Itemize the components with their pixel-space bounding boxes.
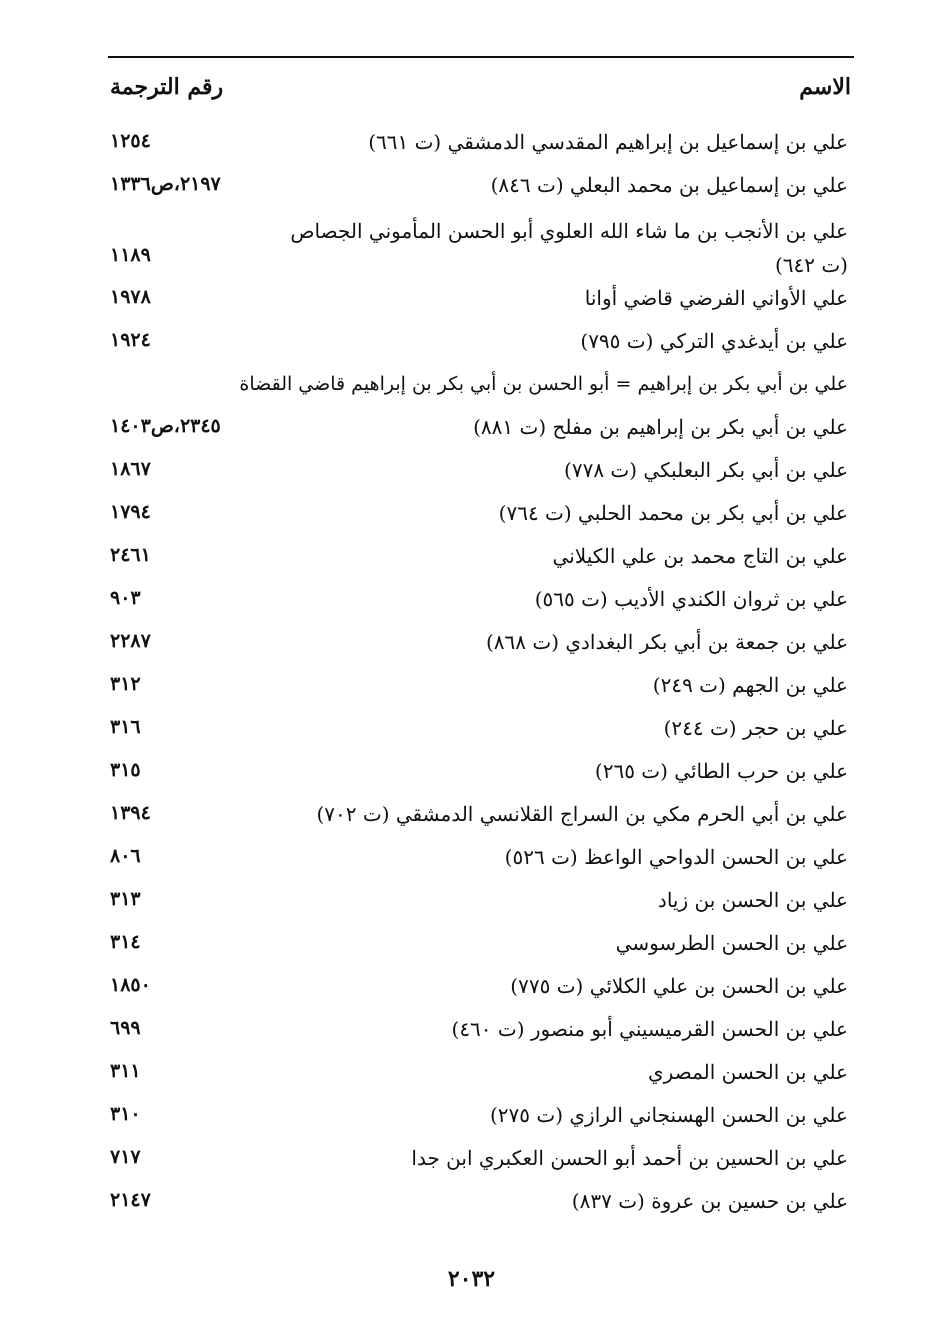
entry-name: علي بن أبي الحرم مكي بن السراج القلانسي الدمشقي (ت ٧٠٢) <box>316 802 848 826</box>
index-entry <box>108 413 854 456</box>
entry-name: علي الأواني الفرضي قاضي أوانا <box>584 286 848 310</box>
entry-name: علي بن حرب الطائي (ت ٢٦٥) <box>594 759 848 783</box>
entry-number: ٣١١ <box>110 1060 141 1082</box>
entry-name: علي بن الحسن بن زياد <box>657 888 848 912</box>
entry-number: ٣١٢ <box>110 673 141 695</box>
index-entry <box>108 1144 854 1187</box>
index-entry <box>108 1058 854 1101</box>
entry-name: علي بن جمعة بن أبي بكر البغدادي (ت ٨٦٨) <box>485 630 848 654</box>
entry-name: علي بن أبي بكر بن محمد الحلبي (ت ٧٦٤) <box>498 501 848 525</box>
entry-name: علي بن أبي بكر بن إبراهيم = أبو الحسن بن أبي بكر بن إبراهيم قاضي القضاة <box>239 373 848 395</box>
entry-number: ٣١٤ <box>110 931 141 953</box>
entry-number: ١٨٦٧ <box>110 458 151 480</box>
entry-name: علي بن الجهم (ت ٢٤٩) <box>652 673 848 697</box>
entry-number: ١٧٩٤ <box>110 501 151 523</box>
entry-name: علي بن الحسين بن أحمد أبو الحسن العكبري ابن جدا <box>411 1146 848 1170</box>
entry-name: علي بن حسين بن عروة (ت ٨٣٧) <box>571 1189 848 1213</box>
entry-name: علي بن الحسن القرميسيني أبو منصور (ت ٤٦٠) <box>451 1017 848 1041</box>
index-entry <box>108 128 854 171</box>
entry-number: ١٣٩٤ <box>110 802 151 824</box>
index-entry <box>108 585 854 628</box>
index-entry <box>108 972 854 1015</box>
entry-name: علي بن الحسن الدواحي الواعظ (ت ٥٢٦) <box>504 845 848 869</box>
entry-name: علي بن أبي بكر بن إبراهيم بن مفلح (ت ٨٨١) <box>473 415 848 439</box>
index-entry <box>108 171 854 214</box>
entry-number: ٩٠٣ <box>110 587 141 609</box>
index-entry <box>108 370 854 413</box>
entry-number: ١٩٢٤ <box>110 329 151 351</box>
entry-name: علي بن الحسن الهسنجاني الرازي (ت ٢٧٥) <box>489 1103 848 1127</box>
entry-number: ٧١٧ <box>110 1146 141 1168</box>
entry-number: ١١٨٩ <box>110 244 151 266</box>
entry-number: ٦٩٩ <box>110 1017 141 1039</box>
index-entry <box>108 542 854 585</box>
entry-name: علي بن الحسن الطرسوسي <box>615 931 848 955</box>
index-entry <box>108 214 854 284</box>
entry-number: ٢١٤٧ <box>110 1189 151 1211</box>
header-rule <box>108 56 854 58</box>
entry-name: علي بن التاج محمد بن علي الكيلاني <box>552 544 848 568</box>
entry-name: علي بن إسماعيل بن إبراهيم المقدسي الدمشقي (ت ٦٦١) <box>368 130 848 154</box>
index-entry <box>108 843 854 886</box>
index-entry <box>108 886 854 929</box>
index-entry <box>108 671 854 714</box>
index-entry <box>108 714 854 757</box>
entry-name: علي بن أبي بكر البعلبكي (ت ٧٧٨) <box>564 458 848 482</box>
index-entry <box>108 757 854 800</box>
index-entry <box>108 456 854 499</box>
entry-number: ٢١٩٧،ص١٣٣٦ <box>110 173 221 195</box>
page-number: ٢٠٣٢ <box>447 1266 496 1292</box>
entry-number: ٨٠٦ <box>110 845 141 867</box>
index-entry <box>108 800 854 843</box>
entry-number: ٢٢٨٧ <box>110 630 151 652</box>
entry-number: ١٩٧٨ <box>110 286 151 308</box>
index-entry <box>108 628 854 671</box>
entry-number: ١٨٥٠ <box>110 974 151 996</box>
entry-name: علي بن حجر (ت ٢٤٤) <box>663 716 848 740</box>
entry-number: ٣١٥ <box>110 759 141 781</box>
entry-number: ١٢٥٤ <box>110 130 151 152</box>
entry-number: ٢٤٦١ <box>110 544 151 566</box>
index-entry <box>108 327 854 370</box>
index-entry <box>108 929 854 972</box>
entry-name: علي بن الحسن بن علي الكلائي (ت ٧٧٥) <box>510 974 848 998</box>
number-column-header: رقم الترجمة <box>110 74 224 100</box>
index-entry <box>108 1187 854 1230</box>
name-column-header: الاسم <box>799 74 851 100</box>
index-entry <box>108 284 854 327</box>
entry-name: علي بن الأنجب بن ما شاء الله العلوي أبو الحسن المأموني الجصاص (ت ٦٤٢) <box>290 219 848 277</box>
entry-number: ٢٣٤٥،ص١٤٠٣ <box>110 415 221 437</box>
entry-name: علي بن أيدغدي التركي (ت ٧٩٥) <box>580 329 848 353</box>
entry-number: ٣١٦ <box>110 716 141 738</box>
index-entry <box>108 1101 854 1144</box>
entry-number: ٣١٣ <box>110 888 141 910</box>
index-entry <box>108 1015 854 1058</box>
index-entry <box>108 499 854 542</box>
entry-name: علي بن الحسن المصري <box>648 1060 848 1084</box>
entry-name: علي بن ثروان الكندي الأديب (ت ٥٦٥) <box>534 587 848 611</box>
entry-name: علي بن إسماعيل بن محمد البعلي (ت ٨٤٦) <box>490 173 848 197</box>
index-entries <box>108 128 854 1230</box>
entry-number: ٣١٠ <box>110 1103 141 1125</box>
